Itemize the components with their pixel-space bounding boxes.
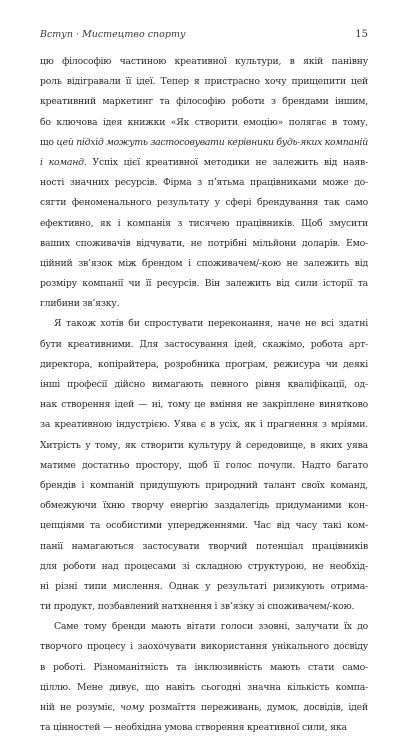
text-line — [40, 415, 368, 435]
text-line — [40, 173, 368, 193]
text-run: сягти феноменального результату у сфері брендування так само — [40, 197, 368, 209]
text-line — [40, 72, 368, 92]
text-line — [40, 496, 368, 516]
italic-text: і команд. — [40, 156, 87, 168]
text-line — [40, 153, 368, 173]
text-run: директора, копірайтера, розробника програм, режисура чи деякі — [40, 358, 368, 370]
text-line — [40, 577, 368, 597]
text-run: ності значних ресурсів. Фірма з п’ятьма працівниками може до- — [40, 177, 368, 189]
text-line — [40, 436, 368, 456]
text-line — [40, 537, 368, 557]
text-line — [40, 516, 368, 536]
text-run: бути креативними. Для застосування ідей, скажімо, робота арт- — [40, 338, 368, 350]
text-run: цепціями та особистими упередженнями. Час від часу такі ком- — [40, 520, 368, 532]
text-run: нак створення ідей — ні, тому це вміння не закріплене винятково — [40, 399, 368, 411]
text-line — [40, 193, 368, 213]
text-run: панії намагаються застосувати творчий потенціал працівників — [40, 540, 368, 552]
page-number: 15 — [355, 29, 368, 40]
text-line — [40, 456, 368, 476]
text-line — [40, 234, 368, 254]
text-line — [40, 597, 368, 617]
text-line — [40, 113, 368, 133]
text-run: ній не розуміє, — [40, 702, 121, 713]
paragraph-first-line — [40, 314, 368, 334]
text-run: розміру компанії чи її ресурсів. Він залежить від сили історії та — [40, 278, 368, 290]
text-line — [40, 254, 368, 274]
text-line — [40, 92, 368, 112]
text-run: цю філософію частиною креативної культури, в якій панівну — [40, 56, 368, 67]
text-run: інші професії дійсно вимагають певного рівня кваліфікації, од- — [40, 379, 368, 390]
text-run: бо ключова ідея книжки «Як створити емоцію» полягає в тому, — [40, 116, 368, 128]
text-run: для роботи над процесами зі складною структурою, не необхід- — [40, 560, 368, 572]
text-run: в роботі. Різноманітність та інклюзивність мають стати само- — [40, 661, 368, 673]
text-line — [40, 637, 368, 657]
text-line — [40, 658, 368, 678]
text-line — [40, 274, 368, 294]
text-line — [40, 214, 368, 234]
text-line — [40, 133, 368, 153]
paragraph-first-line — [40, 617, 368, 637]
text-run: ефективно, як і компанія з тисячею працівників. Щоб змусити — [40, 217, 368, 229]
text-line — [40, 375, 368, 395]
text-run: розмаїття переживань, думок, досвідів, ідей — [143, 702, 368, 713]
text-run: та цінностей — необхідна умова створення креативної сили, яка — [40, 722, 347, 734]
text-line — [40, 476, 368, 496]
text-line — [40, 718, 368, 738]
text-run: брендів і компаній придушують природний талант своїх команд, — [40, 479, 368, 491]
running-head-title: Вступ · Мистецтво спорту — [40, 29, 186, 40]
text-run: ціллю. Мене дивує, що навіть сьогодні значна кількість компа- — [40, 681, 368, 693]
text-run: матиме достатньо простору, щоб її голос почули. Надто багато — [40, 459, 368, 471]
italic-text: цей підхід можуть застосовувати керівники будь-яких компаній — [56, 136, 368, 148]
text-line — [40, 294, 368, 314]
text-line — [40, 678, 368, 698]
text-run: Хитрість у тому, як створити культуру й середовище, в яких уява — [40, 439, 368, 451]
text-run: ти продукт, позбавлений натхнення і зв’язку зі споживачем/-кою. — [40, 601, 355, 613]
text-line — [40, 335, 368, 355]
text-run: Саме тому бренди мають вітати голоси ззовні, залучати їх до — [54, 621, 368, 633]
text-run: Успіх цієї креативної методики не залежить від наяв- — [86, 156, 368, 168]
body-text — [40, 52, 368, 738]
text-run: за креативною індустрією. Уява є в усіх, як і прагнення з мріями. — [40, 419, 368, 431]
text-run: Я також хотів би спростувати переконання, наче не всі здатні — [54, 318, 368, 330]
text-line — [40, 557, 368, 577]
text-run: роль відігравали її ідеї. Тепер я пристрасно хочу прищепити цей — [40, 76, 368, 88]
text-run: ваших споживачів відчувати, не потрібні мільйони доларів. Емо- — [40, 237, 368, 249]
text-line — [40, 395, 368, 415]
text-run: творчого процесу і заохочувати використання унікального досвіду — [40, 641, 368, 653]
text-line — [40, 52, 368, 72]
text-run: глибини зв’язку. — [40, 298, 120, 310]
text-run: ні різні типи мислення. Однак у результаті ризикують отрима- — [40, 580, 368, 592]
text-run: обмежуючи їхню творчу енергію заздалегідь придуманими кон- — [40, 500, 368, 512]
text-run: ційний зв’язок між брендом і споживачем/-кою не залежить від — [40, 257, 368, 269]
text-line — [40, 698, 368, 718]
text-line — [40, 355, 368, 375]
text-run: що — [40, 136, 57, 148]
text-run: креативний маркетинг та філософію роботи з брендами іншим, — [40, 96, 368, 108]
italic-text: чому — [120, 702, 144, 713]
running-head — [40, 29, 368, 43]
